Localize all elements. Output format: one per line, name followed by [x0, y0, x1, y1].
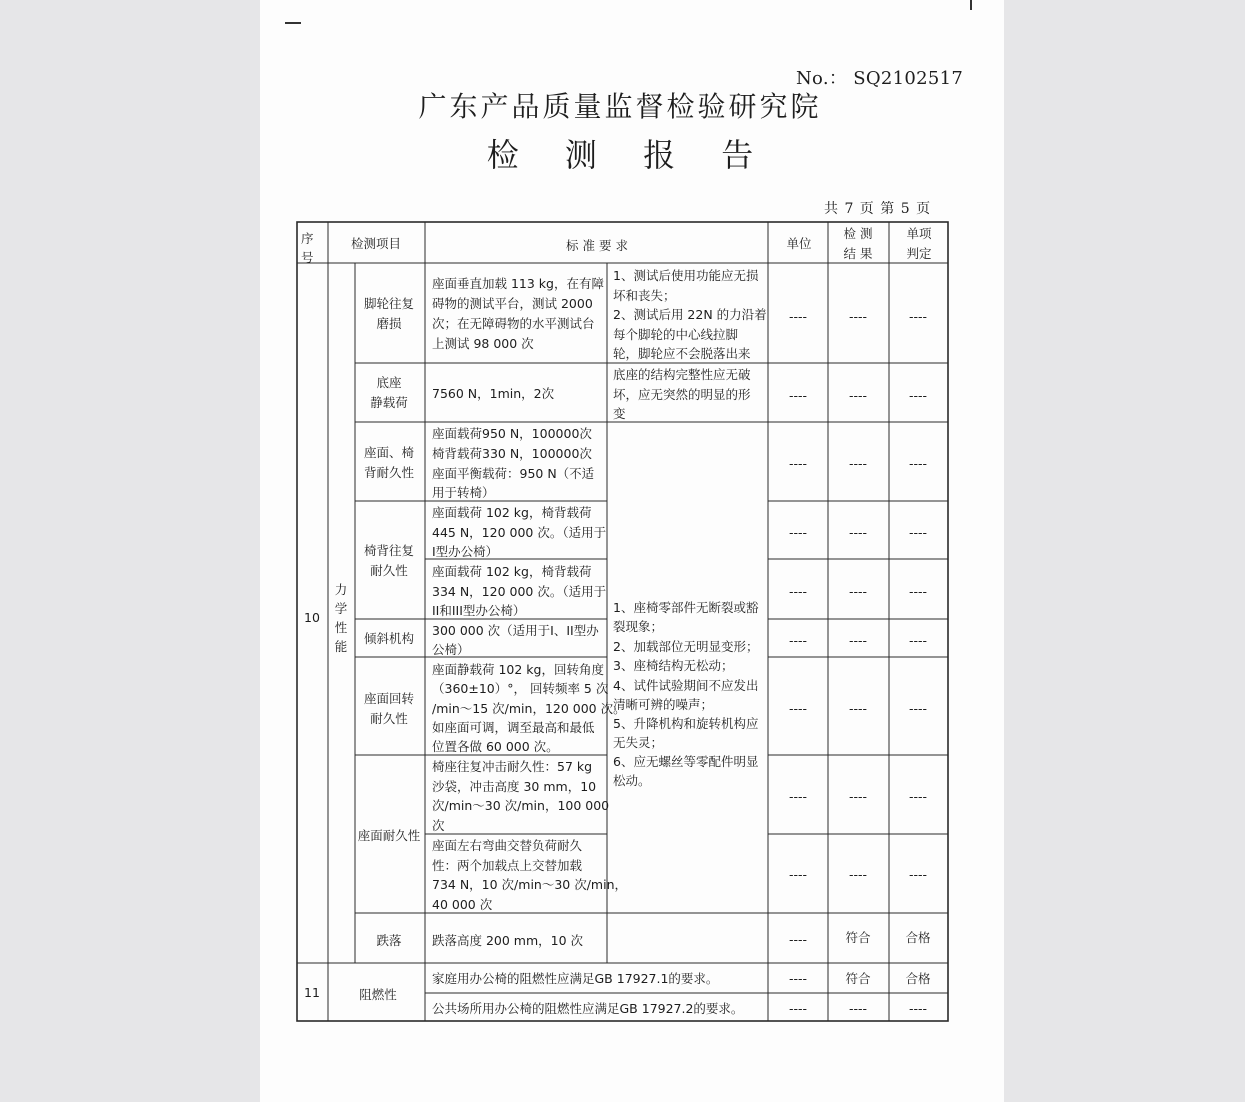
requirement-line: 3、座椅结构无松动； — [613, 658, 734, 673]
result-cell: ---- — [848, 456, 868, 471]
item-seat-durability: 座面耐久性 — [357, 828, 421, 843]
judgement-cell: ---- — [908, 701, 928, 716]
table-row — [789, 1001, 927, 1016]
condition-line: 位置各做 60 000 次。 — [432, 739, 559, 754]
seq-11: 11 — [304, 985, 320, 1000]
institute-name: 广东产品质量监督检验研究院 — [418, 90, 822, 123]
condition-line: 沙袋，冲击高度 30 mm，10 — [432, 779, 597, 794]
condition-line: 40 000 次 — [432, 897, 493, 912]
condition-line: 如座面可调，调至最高和最低 — [432, 720, 595, 735]
result-cell: ---- — [848, 1001, 868, 1016]
requirements — [613, 268, 767, 788]
condition-line: 座面载荷950 N，100000次 — [432, 426, 592, 441]
result-cells — [789, 309, 931, 1016]
item-drop: 跌落 — [376, 933, 402, 948]
header-standard: 标 准 要 求 — [566, 238, 628, 253]
table-row — [789, 867, 927, 882]
category-10: 性 — [334, 620, 348, 635]
judgement-cell: ---- — [908, 1001, 928, 1016]
requirement-line: 坏和丧失； — [613, 288, 676, 303]
condition-line: 椅背载荷330 N，100000次 — [432, 446, 592, 461]
category-10: 学 — [334, 601, 348, 616]
judgement-cell: 合格 — [905, 971, 931, 986]
requirement-line: 底座的结构完整性应无破 — [613, 367, 751, 382]
condition-line: I型办公椅） — [432, 544, 499, 559]
unit-cell: ---- — [788, 309, 808, 324]
judgement-cell: ---- — [908, 584, 928, 599]
item-back-repeat: 椅背往复 — [363, 543, 415, 558]
condition-line: 碍物的测试平台，测试 2000 — [432, 296, 593, 311]
table-row — [789, 584, 927, 599]
table-row — [789, 525, 927, 540]
condition-line: 次；在无障碍物的水平测试台 — [432, 316, 595, 331]
requirement-line: 松动。 — [613, 773, 651, 788]
item-seat-back: 座面、椅 — [363, 445, 415, 460]
condition-line: 734 N，10 次/min～30 次/min， — [432, 877, 628, 892]
unit-cell: ---- — [788, 525, 808, 540]
header-judge: 判定 — [906, 246, 932, 261]
requirement-line: 6、应无螺丝等零配件明显 — [613, 754, 759, 769]
seq-10: 10 — [304, 610, 320, 625]
judgement-cell: ---- — [908, 867, 928, 882]
unit-cell: ---- — [788, 584, 808, 599]
requirement-line: 裂现象； — [613, 619, 664, 634]
condition-line: 334 N，120 000 次。（适用于 — [432, 584, 607, 599]
unit-cell: ---- — [788, 633, 808, 648]
condition-line: 座面左右弯曲交替负荷耐久 — [432, 838, 583, 853]
result-cell: ---- — [848, 584, 868, 599]
result-cell: ---- — [848, 388, 868, 403]
table-row — [789, 309, 927, 324]
table-row — [789, 701, 927, 716]
header-item: 检测项目 — [350, 236, 402, 251]
unit-cell: ---- — [788, 456, 808, 471]
item-caster: 磨损 — [376, 316, 402, 331]
item-base: 底座 — [376, 375, 402, 390]
table-row — [789, 456, 927, 471]
unit-cell: ---- — [788, 388, 808, 403]
header-result: 结 果 — [843, 246, 873, 261]
header-seq: 序 — [301, 231, 314, 246]
category-10: 力 — [334, 582, 348, 597]
judgement-cell: ---- — [908, 309, 928, 324]
result-cell: ---- — [848, 309, 868, 324]
judgement-cell: ---- — [908, 388, 928, 403]
table-row — [789, 789, 927, 804]
table-row — [789, 633, 927, 648]
condition-line: 跌落高度 200 mm，10 次 — [432, 933, 584, 948]
result-cell: ---- — [848, 789, 868, 804]
page-info: 共 7 页 第 5 页 — [824, 201, 931, 217]
table-row — [789, 930, 931, 947]
condition-line: 上测试 98 000 次 — [432, 336, 534, 351]
report-title: 检 测 报 告 — [486, 136, 772, 174]
condition-line: 座面载荷 102 kg，椅背载荷 — [432, 564, 592, 579]
requirement-line: 1、座椅零部件无断裂或豁 — [613, 600, 759, 615]
condition-line: 座面载荷 102 kg，椅背载荷 — [432, 505, 592, 520]
item-base: 静载荷 — [370, 395, 408, 410]
header-judge: 单项 — [906, 226, 932, 241]
condition-line: 家庭用办公椅的阻燃性应满足GB 17927.1的要求。 — [432, 971, 719, 986]
unit-cell: ---- — [788, 701, 808, 716]
table-row — [789, 388, 927, 403]
condition-line: 445 N，120 000 次。（适用于 — [432, 525, 607, 540]
requirement-line: 4、试件试验期间不应发出 — [613, 678, 759, 693]
item-flammability: 阻燃性 — [359, 987, 397, 1002]
condition-line: /min～15 次/min，120 000 次。 — [432, 701, 626, 716]
requirement-line: 轮，脚轮应不会脱落出来 — [613, 346, 751, 361]
condition-line: 用于转椅） — [432, 485, 495, 500]
judgement-cell: ---- — [908, 456, 928, 471]
judgement-cell: ---- — [908, 789, 928, 804]
item-caster: 脚轮往复 — [363, 296, 415, 311]
condition-line: 次 — [432, 818, 445, 833]
requirement-line: 5、升降机构和旋转机构应 — [613, 716, 759, 731]
condition-line: 椅座往复冲击耐久性：57 kg — [432, 759, 593, 774]
result-cell: 符合 — [845, 930, 871, 945]
result-cell: ---- — [848, 867, 868, 882]
unit-cell: ---- — [788, 867, 808, 882]
condition-line: 座面静载荷 102 kg，回转角度 — [432, 662, 604, 677]
header-unit: 单位 — [786, 236, 812, 251]
judgement-cell: ---- — [908, 633, 928, 648]
item-swivel: 耐久性 — [370, 711, 408, 726]
table-row — [789, 971, 931, 986]
unit-cell: ---- — [788, 1001, 808, 1016]
header-seq: 号 — [301, 250, 314, 265]
requirement-line: 变 — [613, 406, 626, 421]
result-cell: ---- — [848, 633, 868, 648]
requirement-line: 每个脚轮的中心线拉脚 — [613, 327, 739, 342]
requirement-line: 无失灵； — [613, 735, 664, 750]
header-result: 检 测 — [843, 226, 873, 241]
condition-line: 300 000 次（适用于I、II型办 — [432, 623, 599, 638]
report-number: No.： SQ2102517 — [796, 68, 964, 89]
unit-cell: ---- — [788, 971, 808, 986]
item-seat-back: 背耐久性 — [363, 465, 415, 480]
requirement-line: 2、加载部位无明显变形； — [613, 639, 759, 654]
result-cell: ---- — [848, 701, 868, 716]
judgement-cell: ---- — [908, 525, 928, 540]
condition-line: II和III型办公椅） — [432, 603, 526, 618]
judgement-cell: 合格 — [905, 930, 931, 945]
item-back-repeat: 耐久性 — [370, 563, 408, 578]
condition-line: 7560 N，1min，2次 — [432, 386, 555, 401]
condition-line: 座面垂直加载 113 kg，在有障 — [432, 276, 604, 291]
item-tilt: 倾斜机构 — [363, 631, 415, 646]
requirement-line: 2、测试后用 22N 的力沿着 — [613, 307, 767, 322]
item-names — [358, 296, 421, 948]
requirement-line: 清晰可辨的噪声； — [613, 697, 714, 712]
condition-line: 座面平衡载荷：950 N（不适 — [432, 466, 595, 481]
requirement-line: 坏，应无突然的明显的形 — [613, 387, 751, 402]
requirement-line: 1、测试后使用功能应无损 — [613, 268, 759, 283]
condition-line: （360±10）°， 回转频率 5 次 — [432, 681, 609, 696]
category-10: 能 — [334, 639, 348, 654]
condition-line: 次/min～30 次/min，100 000 — [432, 798, 610, 813]
unit-cell: ---- — [788, 789, 808, 804]
item-swivel: 座面回转 — [363, 691, 415, 706]
condition-line: 公椅） — [432, 642, 470, 657]
condition-line: 公共场所用办公椅的阻燃性应满足GB 17927.2的要求。 — [432, 1001, 744, 1016]
unit-cell: ---- — [788, 932, 808, 947]
result-cell: 符合 — [845, 971, 871, 986]
condition-line: 性：两个加载点上交替加载 — [432, 858, 583, 873]
result-cell: ---- — [848, 525, 868, 540]
